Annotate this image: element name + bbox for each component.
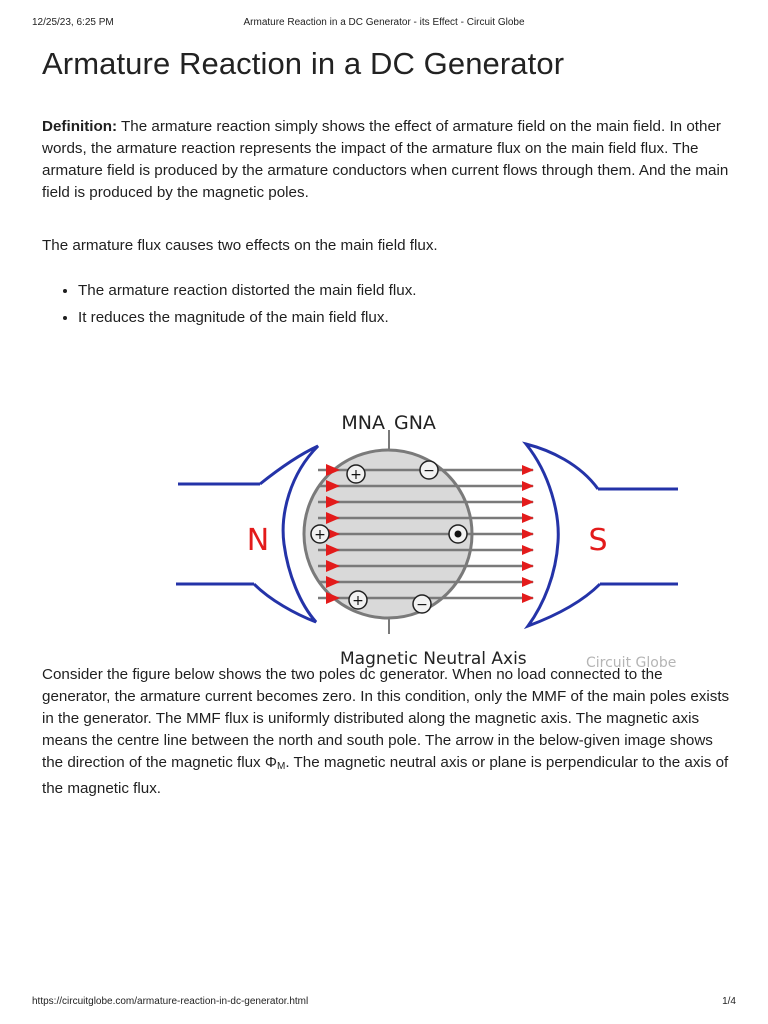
definition-paragraph	[42, 116, 732, 204]
minus-symbol: −	[416, 597, 428, 613]
definition-label: Definition:	[42, 118, 118, 135]
south-pole-label: S	[588, 523, 608, 558]
plus-symbol: +	[352, 593, 364, 609]
print-header	[32, 17, 736, 31]
conductor-minus-bottom	[413, 595, 431, 613]
plus-symbol: +	[314, 527, 326, 543]
page-number: 1/4	[722, 996, 736, 1007]
consider-paragraph	[42, 664, 732, 800]
print-datetime: 12/25/23, 6:25 PM	[32, 17, 114, 28]
north-pole-label: N	[246, 523, 270, 558]
gna-label: GNA	[394, 412, 436, 434]
watermark: Circuit Globe	[586, 655, 677, 671]
effects-intro: The armature flux causes two effects on the main field flux.	[42, 237, 438, 254]
flux-subscript: M	[277, 761, 286, 772]
mna-label: MNA	[341, 412, 385, 434]
minus-symbol: −	[423, 463, 435, 479]
effects-list	[42, 277, 728, 331]
consider-text: Consider the figure below shows the two poles dc generator. When no load connected to the generator, the armature current becomes zero. In this condition, only the MMF of the main poles exists in the generator. The MMF flux is uniformly distributed along the magnetic axis. The magnetic axis means the centre line between the north and south pole. The arrow in the below-given image shows the direction of the magnetic flux Φ	[42, 666, 730, 771]
conductor-minus-top	[420, 461, 438, 479]
consider-tail: . The magnetic neutral axis or plane is perpendicular to the axis of the magnetic flux.	[42, 754, 729, 797]
definition-text: The armature reaction simply shows the effect of armature field on the main field. In other words, the armature reaction represents the impact of the armature flux on the main field flux. The armature field is produced by the armature conductors when current flows through them. And the main field is produced by the magnetic poles.	[42, 118, 729, 201]
print-url: https://circuitglobe.com/armature-reaction-in-dc-generator.html	[32, 996, 309, 1007]
conductor-plus-left	[311, 525, 329, 543]
conductor-dot-right	[449, 525, 467, 543]
conductor-plus-top	[347, 465, 365, 483]
figure-caption: Magnetic Neutral Axis	[340, 649, 527, 669]
list-item: • It reduces the magnitude of the main field flux.	[78, 304, 728, 331]
list-item: • The armature reaction distorted the main field flux.	[78, 277, 728, 304]
page-title: Armature Reaction in a DC Generator	[42, 46, 565, 81]
armature-reaction-diagram	[130, 364, 677, 671]
print-page-title: Armature Reaction in a DC Generator - its Effect - Circuit Globe	[243, 17, 525, 28]
print-footer	[32, 996, 736, 1010]
conductor-plus-bottom	[349, 591, 367, 609]
plus-symbol: +	[350, 467, 362, 483]
